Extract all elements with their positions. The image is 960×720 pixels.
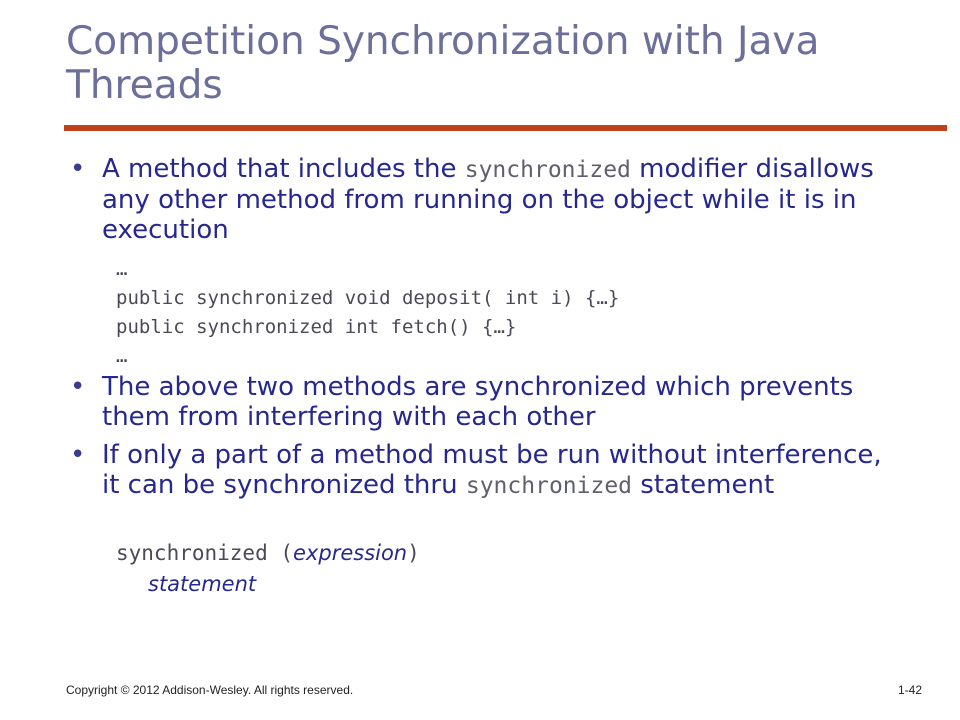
slide-number: 1-42 <box>898 683 923 697</box>
bullet-text: modifier disallows any other method from running on the object while it is in execution <box>102 154 874 245</box>
bullet-marker: • <box>70 372 86 402</box>
code-line-ellipsis: … <box>116 258 128 280</box>
sync-statement-body: statement <box>148 572 257 596</box>
sync-expression: expression <box>293 541 408 565</box>
code-line-ellipsis: … <box>116 345 128 367</box>
bullet-marker: • <box>70 440 86 470</box>
bullet-text: If only a part of a method must be run without interference, it can be synchronized thru <box>102 440 882 500</box>
bullet-methods-synchronized: The above two methods are synchronized which prevents them from interfering with each other <box>102 372 854 432</box>
sync-statement-syntax <box>116 540 420 566</box>
bullet-text: A method that includes the <box>102 154 465 184</box>
sync-keyword: synchronized ( <box>116 541 294 565</box>
bullet-synchronized-statement <box>102 440 902 501</box>
code-line-fetch: public synchronized int fetch() {…} <box>116 316 517 338</box>
inline-code: synchronized <box>464 157 631 183</box>
title-divider <box>64 125 947 131</box>
bullet-marker: • <box>70 154 86 184</box>
bullet-text: statement <box>632 470 775 500</box>
sync-close-paren: ) <box>407 541 420 565</box>
footer-copyright: Copyright © 2012 Addison-Wesley. All rights reserved. <box>66 683 354 697</box>
inline-code: synchronized <box>465 473 633 499</box>
code-line-deposit: public synchronized void deposit( int i) {…} <box>116 287 620 309</box>
bullet-synchronized-modifier <box>102 154 902 245</box>
slide-title: Competition Synchronization with Java Threads <box>66 19 820 108</box>
